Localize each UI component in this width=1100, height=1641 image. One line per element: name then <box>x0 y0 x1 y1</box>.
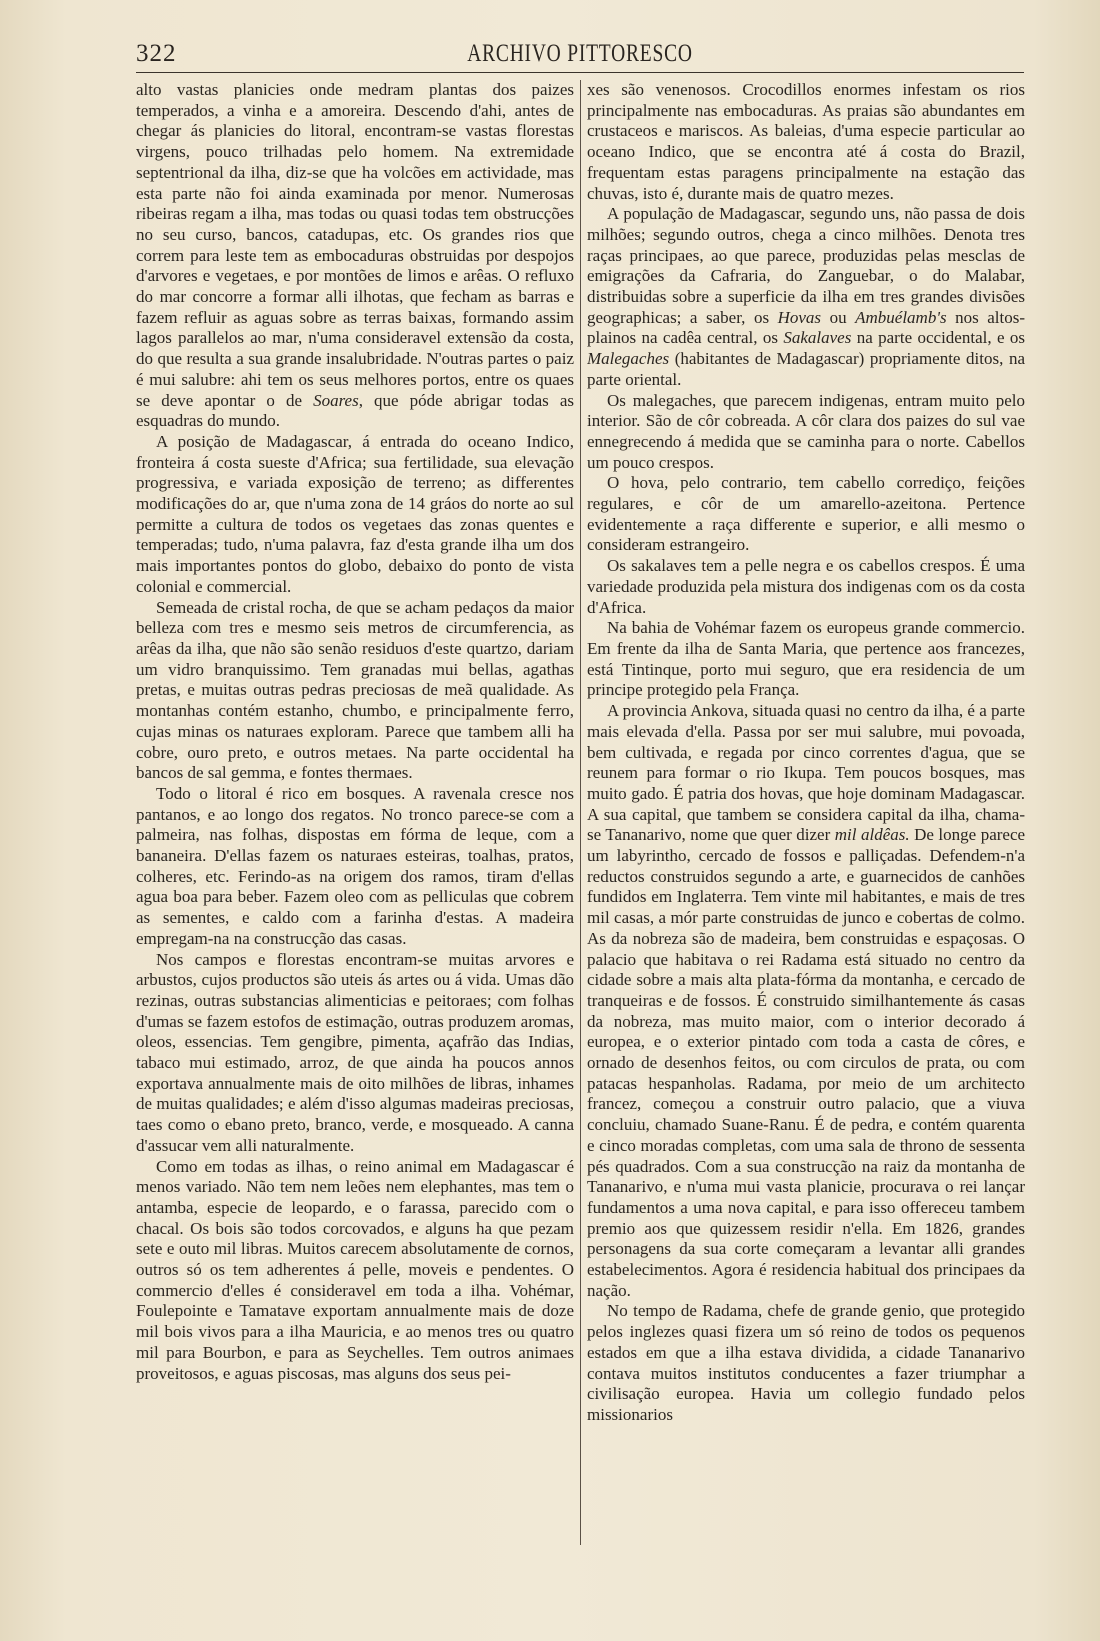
paragraph: Como em todas as ilhas, o reino animal em Madagascar é menos variado. Não tem nem leões nem elephantes, mas tem o antamba, especie de leopardo, e o farassa, parecido com o chacal. Os bois são todos corcovados, e alguns ha que pezam sete e outo mil libras. Muitos carecem absolutamente de cornos, outros só os tem adherentes á pelle, moveis e pendentes. O commercio d'elles é consideravel em toda a ilha. Vohémar, Foulepointe e Tamatave exportam annualmente mais de doze mil bois vivos para a ilha Mauricia, e ao menos tres ou quatro mil para Bourbon, e para as Seychelles. Tem outros animaes proveitosos, e aguas piscosas, mas alguns dos seus pei- <box>136 1156 574 1383</box>
paragraph: Todo o litoral é rico em bosques. A ravenala cresce nos pantanos, e ao longo dos regatos. No tronco parece-se com a palmeira, nas folhas, dispostas em fórma de leque, com a bananeira. D'ellas fazem os naturaes esteiras, toalhas, pratos, colheres, etc. Ferindo-as na origem dos ramos, tiram d'ellas agua boa para beber. Fazem oleo com as pelliculas que cobrem as sementes, e caldo com a farinha d'estas. A madeira empregam-na na construcção das casas. <box>136 783 574 948</box>
paragraph: Nos campos e florestas encontram-se muitas arvores e arbustos, cujos productos são uteis ás artes ou á vida. Umas dão rezinas, outras substancias alimenticias e peitoraes; com folhas d'umas se fazem estofos de estimação, outras produzem aromas, oleos, essencias. Tem gengibre, pimenta, açafrão das Indias, tabaco mui estimado, arroz, de que ainda ha poucos annos exportava annualmente mais de oito milhões de libras, inhames de muitas qualidades; e além d'isso algumas madeiras preciosas, taes como o ebano preto, branco, verde, e mosqueado. A canna d'assucar vem alli naturalmente. <box>136 949 574 1155</box>
paragraph: Os sakalaves tem a pelle negra e os cabellos crespos. É uma variedade produzida pela mistura dos indigenas com os da costa d'Africa. <box>587 556 1025 617</box>
paragraph: O hova, pelo contrario, tem cabello corrediço, feições regulares, e côr de um amarello-azeitona. Pertence evidentemente a raça differente e superior, e alli mesmo o consideram estrangeiro. <box>587 473 1025 555</box>
paragraph: A população de Madagascar, segundo uns, não passa de dois milhões; segundo outros, chega a cinco milhões. Denota tres raças principaes, ao que parece, produzidas pelas mesclas de emigrações da Cafraria, do Zanguebar, o do Malabar, distribuidas sobre a superficie da ilha em tres grandes divisões geographicas; a saber, os Hovas ou Ambuélamb's nos altos-plainos na cadêa central, os Sakalaves na parte occidental, e os Malegaches (habitantes de Madagascar) propriamente ditos, na parte oriental. <box>587 204 1025 389</box>
header-rule <box>136 72 1024 73</box>
paragraph: Semeada de cristal rocha, de que se acham pedaços da maior belleza com tres e mesmo seis metros de circumferencia, as arêas da ilha, que não são senão residuos d'este quartzo, dariam um vidro branquissimo. Tem granadas mui bellas, agathas pretas, e muitas outras pedras preciosas de meã qualidade. As montanhas contém estanho, chumbo, e principalmente ferro, cujas minas os naturaes exploram. Parece que tambem alli ha cobre, ouro preto, e outros metaes. Na parte occidental ha bancos de sal gemma, e fontes thermaes. <box>136 597 574 783</box>
paragraph: Na bahia de Vohémar fazem os europeus grande commercio. Em frente da ilha de Santa Maria, que pertence aos francezes, está Tintinque, porto mui seguro, que era residencia de um principe protegido pela França. <box>587 618 1025 700</box>
paragraph: Os malegaches, que parecem indigenas, entram muito pelo interior. São de côr cobreada. A côr clara dos paizes do sul vae ennegrecendo á medida que se caminha para o norte. Cabellos um pouco crespos. <box>587 390 1025 472</box>
paragraph: A posição de Madagascar, á entrada do oceano Indico, fronteira á costa sueste d'Africa; sua fertilidade, sua elevação progressiva, e variada exposição de terreno; as differentes modificações do ar, que n'uma zona de 14 gráos do norte ao sul permitte a cultura de todos os vegetaes das zonas quentes e temperadas; tudo, n'uma palavra, faz d'esta grande ilha um dos mais importantes pontos do globo, debaixo do ponto de vista colonial e commercial. <box>136 431 574 596</box>
left-column <box>136 80 574 1550</box>
paragraph: A provincia Ankova, situada quasi no centro da ilha, é a parte mais elevada d'ella. Passa por ser mui salubre, mui povoada, bem cultivada, e regada por cinco correntes d'agua, que se reunem para formar o rio Ikupa. Tem poucos bosques, mas muito gado. É patria dos hovas, que hoje dominam Madagascar. A sua capital, que tambem se considera capital da ilha, chama-se Tananarivo, nome que quer dizer mil aldêas. De longe parece um labyrintho, cercado de fossos e palliçadas. Defendem-n'a reductos construidos segundo a arte, e guarnecidos de canhões fundidos em Inglaterra. Tem vinte mil habitantes, e mais de tres mil casas, a mór parte construidas de junco e cobertas de colmo. As da nobreza são de madeira, bem construidas e espaçosas. O palacio que habitava o rei Radama está situado no centro da cidade sobre a mais alta plata-fórma da montanha, e cercado de tranqueiras e de fossos. É construido similhantemente ás casas da nobreza, mas muito maior, com o interior decorado á europea, e o exterior pintado com toda a casta de côres, e ornado de desenhos feitos, ou com circulos de prata, ou com patacas hespanholas. Radama, por meio de um architecto francez, começou a construir outro palacio, que a viuva concluiu, chamado Suane-Ranu. É de pedra, e contém quarenta e cinco moradas completas, com uma sala de throno de sessenta pés quadrados. Com a sua construcção na raiz da montanha de Tananarivo, e n'uma mui vasta planicie, procurava o rei lançar fundamentos a uma nova capital, e para isso offereceu tambem premio aos que quizessem residir n'ella. Em 1826, grandes personagens da sua corte começaram a levantar alli grandes estabelecimentos. Agora é residencia habitual dos principaes da nação. <box>587 701 1025 1300</box>
page-header <box>136 40 1024 70</box>
paragraph: alto vastas planicies onde medram plantas dos paizes temperados, a vinha e a amoreira. Descendo d'ahi, antes de chegar ás planicies do litoral, encontram-se vastas florestas virgens, pouco trilhadas pelo homem. Na extremidade septentrional da ilha, diz-se que ha volcões em actividade, mas esta parte não foi ainda examinada por menor. Numerosas ribeiras regam a ilha, mas todas ou quasi todas tem obstrucções no seu curso, bancos, catadupas, etc. Os grandes rios que correm para leste tem as embocaduras obstruidas por despojos d'arvores e vegetaes, e por montões de limos e arêas. O refluxo do mar concorre a formar alli ilhotas, que fecham as barras e fazem refluir as aguas sobre as terras baixas, formando assim lagos parallelos ao mar, n'uma consideravel extensão da costa, do que resulta a sua grande insalubridade. N'outras partes o paiz é mui salubre: ahi tem os seus melhores portos, entre os quaes se deve apontar o de Soares, que póde abrigar todas as esquadras do mundo. <box>136 80 574 431</box>
column-divider <box>580 80 581 1545</box>
paragraph: No tempo de Radama, chefe de grande genio, que protegido pelos inglezes quasi fizera um só reino de todos os pequenos estados em que a ilha estava dividida, a cidade Tananarivo contava muitos institutos conducentes a fazer triumphar a civilisação europea. Havia um collegio fundado pelos missionarios <box>587 1301 1025 1424</box>
paragraph: xes são venenosos. Crocodillos enormes infestam os rios principalmente nas embocaduras. As praias são abundantes em crustaceos e mariscos. As baleias, d'uma especie particular ao oceano Indico, que se encontra até á costa do Brazil, frequentam estas paragens principalmente na estação das chuvas, isto é, durante mais de quatro mezes. <box>587 80 1025 203</box>
right-column <box>587 80 1025 1550</box>
running-title: ARCHIVO PITTORESCO <box>467 40 693 67</box>
page-number: 322 <box>136 40 177 67</box>
